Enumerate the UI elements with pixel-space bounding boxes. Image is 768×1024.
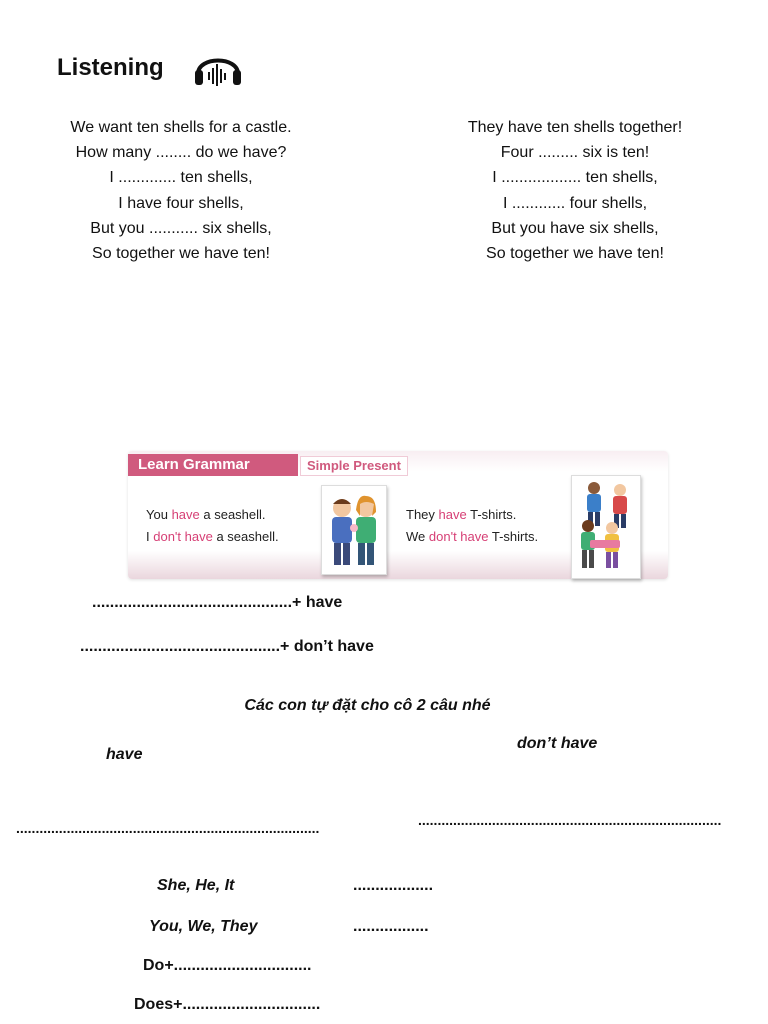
example-i-dont-have xyxy=(146,529,279,544)
poem-line: I .................. ten shells, xyxy=(492,169,658,187)
grammar-title: Learn Grammar xyxy=(128,454,298,476)
poem-line: How many ........ do we have? xyxy=(75,144,287,162)
subject-she-he-it: She, He, It xyxy=(157,877,235,894)
example-verb: don't have xyxy=(428,529,489,544)
fill-have: .............................................+ have xyxy=(92,594,343,611)
example-verb: don't have xyxy=(153,529,213,544)
subject-blank: ................. xyxy=(353,918,429,935)
example-verb: have xyxy=(171,507,200,522)
example-text: You xyxy=(146,507,172,522)
does-line: Does+............................... xyxy=(134,996,321,1013)
group-illustration xyxy=(571,475,641,579)
example-we-dont-have xyxy=(406,529,538,544)
example-text: a seashell. xyxy=(199,507,266,522)
column-have: have xyxy=(106,746,143,763)
headphones-icon xyxy=(192,48,244,88)
example-you-have xyxy=(146,507,266,522)
grammar-subtitle: Simple Present xyxy=(300,456,408,476)
poem-line: But you have six shells, xyxy=(491,219,659,237)
blank-line-right: .............................................................................. xyxy=(418,812,722,828)
poem-line: So together we have ten! xyxy=(92,245,270,263)
example-text: T-shirts. xyxy=(466,507,517,522)
poem-line: I ............ four shells, xyxy=(502,194,648,212)
subject-blank: .................. xyxy=(353,877,434,894)
fill-dont-have: .............................................+ don’t have xyxy=(80,638,374,655)
example-text: We xyxy=(406,529,429,544)
poem-line: They have ten shells together! xyxy=(467,119,683,136)
example-verb: have xyxy=(438,507,467,522)
poem-line: I have four shells, xyxy=(118,194,244,212)
example-text: T-shirts. xyxy=(488,529,539,544)
column-dont-have: don’t have xyxy=(517,735,598,752)
poem-line: I ............. ten shells, xyxy=(109,169,253,187)
boy-girl-illustration xyxy=(321,485,387,575)
poem-line: But you ........... six shells, xyxy=(90,219,272,237)
example-text: I xyxy=(146,529,154,544)
page-title: Listening xyxy=(57,54,164,81)
poem-line: Four ......... six is ten! xyxy=(500,144,650,162)
children-picture xyxy=(322,486,386,574)
example-text: They xyxy=(406,507,439,522)
poem-line: So together we have ten! xyxy=(486,245,664,263)
grammar-box xyxy=(128,451,668,579)
poem-left xyxy=(30,115,332,266)
do-line: Do+............................... xyxy=(143,957,312,974)
group-picture xyxy=(572,476,640,578)
subject-you-we-they: You, We, They xyxy=(149,918,258,935)
example-text: a seashell. xyxy=(212,529,279,544)
poem-right xyxy=(424,115,726,266)
poem-line: We want ten shells for a castle. xyxy=(70,119,292,136)
blank-line-left: .............................................................................. xyxy=(16,820,320,836)
example-they-have xyxy=(406,507,516,522)
instruction: Các con tự đặt cho cô 2 câu nhé xyxy=(244,697,491,714)
grammar-header xyxy=(128,454,632,476)
